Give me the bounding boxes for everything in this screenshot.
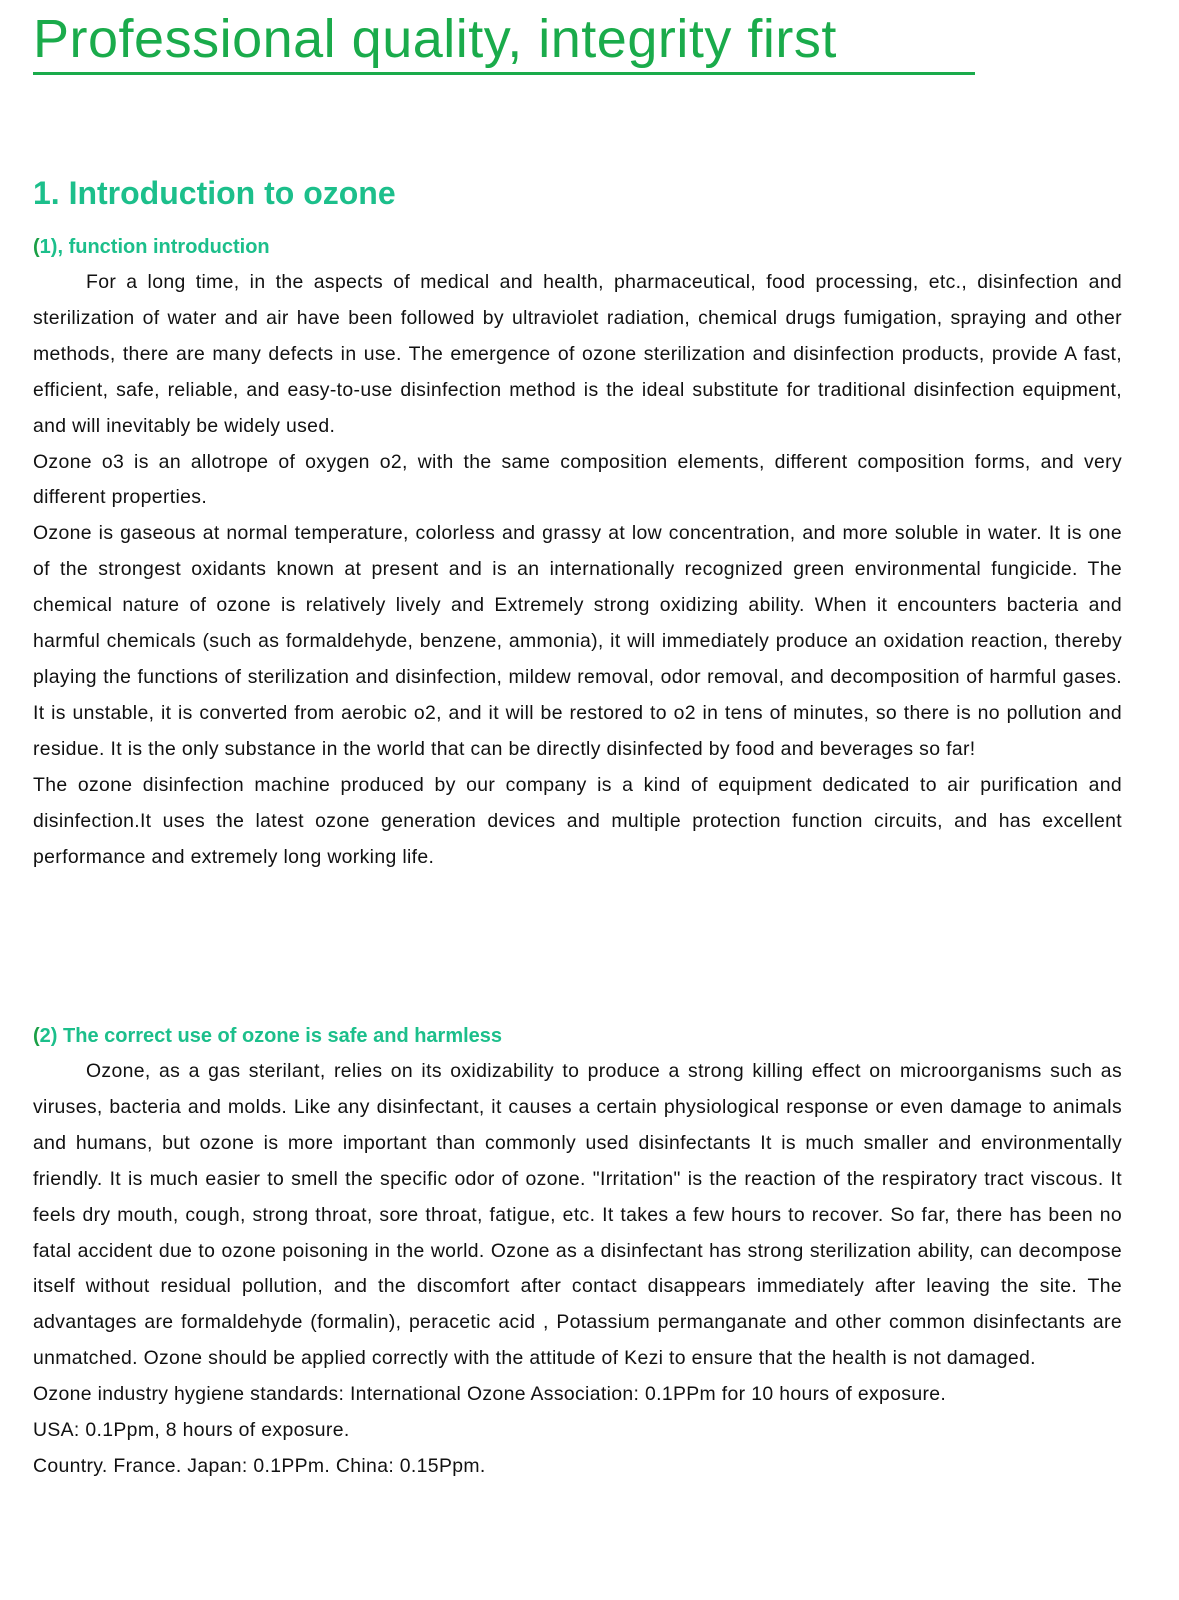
subheading-paren: ( (33, 236, 40, 258)
hygiene-standard-line: USA: 0.1Ppm, 8 hours of exposure. (33, 1419, 350, 1442)
subheading-text: 2) The correct use of ozone is safe and harmless (39, 1025, 503, 1047)
hygiene-standard-line: Ozone industry hygiene standards: International Ozone Association: 0.1PPm for 10 hours of exposure. (33, 1383, 947, 1406)
subheading-correct-use (33, 1022, 502, 1050)
subheading-function-introduction (33, 233, 270, 261)
page-title: Professional quality, integrity first (33, 8, 975, 75)
subheading-paren: ( (33, 1025, 40, 1047)
paragraph: Ozone o3 is an allotrope of oxygen o2, with the same composition elements, different composition forms, and very different properties. (33, 450, 1122, 509)
paragraph: The ozone disinfection machine produced by our company is a kind of equipment dedicated to air purification and disinfection.It uses the latest ozone generation devices and multiple protection function circuits, and has excellent performance and extremely long working life. (33, 773, 1122, 868)
correct-use-body (33, 1054, 1122, 1485)
hygiene-standard-line: Country. France. Japan: 0.1PPm. China: 0.15Ppm. (33, 1454, 486, 1477)
section-heading-introduction: 1. Introduction to ozone (33, 175, 396, 211)
paragraph: For a long time, in the aspects of medical and health, pharmaceutical, food processing, etc., disinfection and sterilization of water and air have been followed by ultraviolet radiation, chemical drugs fumigation, spraying and other methods, there are many defects in use. The emergence of ozone sterilization and disinfection products, provide A fast, efficient, safe, reliable, and easy-to-use disinfection method is the ideal substitute for traditional disinfection equipment, and will inevitably be widely used. (33, 271, 1122, 437)
paragraph: Ozone, as a gas sterilant, relies on its oxidizability to produce a strong killing effect on microorganisms such as viruses, bacteria and molds. Like any disinfectant, it causes a certain physiological response or even damage to animals and humans, but ozone is more important than commonly used disinfectants It is much smaller and environmentally friendly. It is much easier to smell the specific odor of ozone. "Irritation" is the reaction of the respiratory tract viscous. It feels dry mouth, cough, strong throat, sore throat, fatigue, etc. It takes a few hours to recover. So far, there has been no fatal accident due to ozone poisoning in the world. Ozone as a disinfectant has strong sterilization ability, can decompose itself without residual pollution, and the discomfort after contact disappears immediately after leaving the site. The advantages are formaldehyde (formalin), peracetic acid , Potassium permanganate and other common disinfectants are unmatched. Ozone should be applied correctly with the attitude of Kezi to ensure that the health is not damaged. (33, 1060, 1122, 1370)
function-introduction-body (33, 265, 1122, 875)
subheading-text: 1), function introduction (39, 236, 270, 258)
paragraph: Ozone is gaseous at normal temperature, colorless and grassy at low concentration, and more soluble in water. It is one of the strongest oxidants known at present and is an internationally recognized green environmental fungicide. The chemical nature of ozone is relatively lively and Extremely strong oxidizing ability. When it encounters bacteria and harmful chemicals (such as formaldehyde, benzene, ammonia), it will immediately produce an oxidation reaction, thereby playing the functions of sterilization and disinfection, mildew removal, odor removal, and decomposition of harmful gases. It is unstable, it is converted from aerobic o2, and it will be restored to o2 in tens of minutes, so there is no pollution and residue. It is the only substance in the world that can be directly disinfected by food and beverages so far! (33, 522, 1122, 760)
